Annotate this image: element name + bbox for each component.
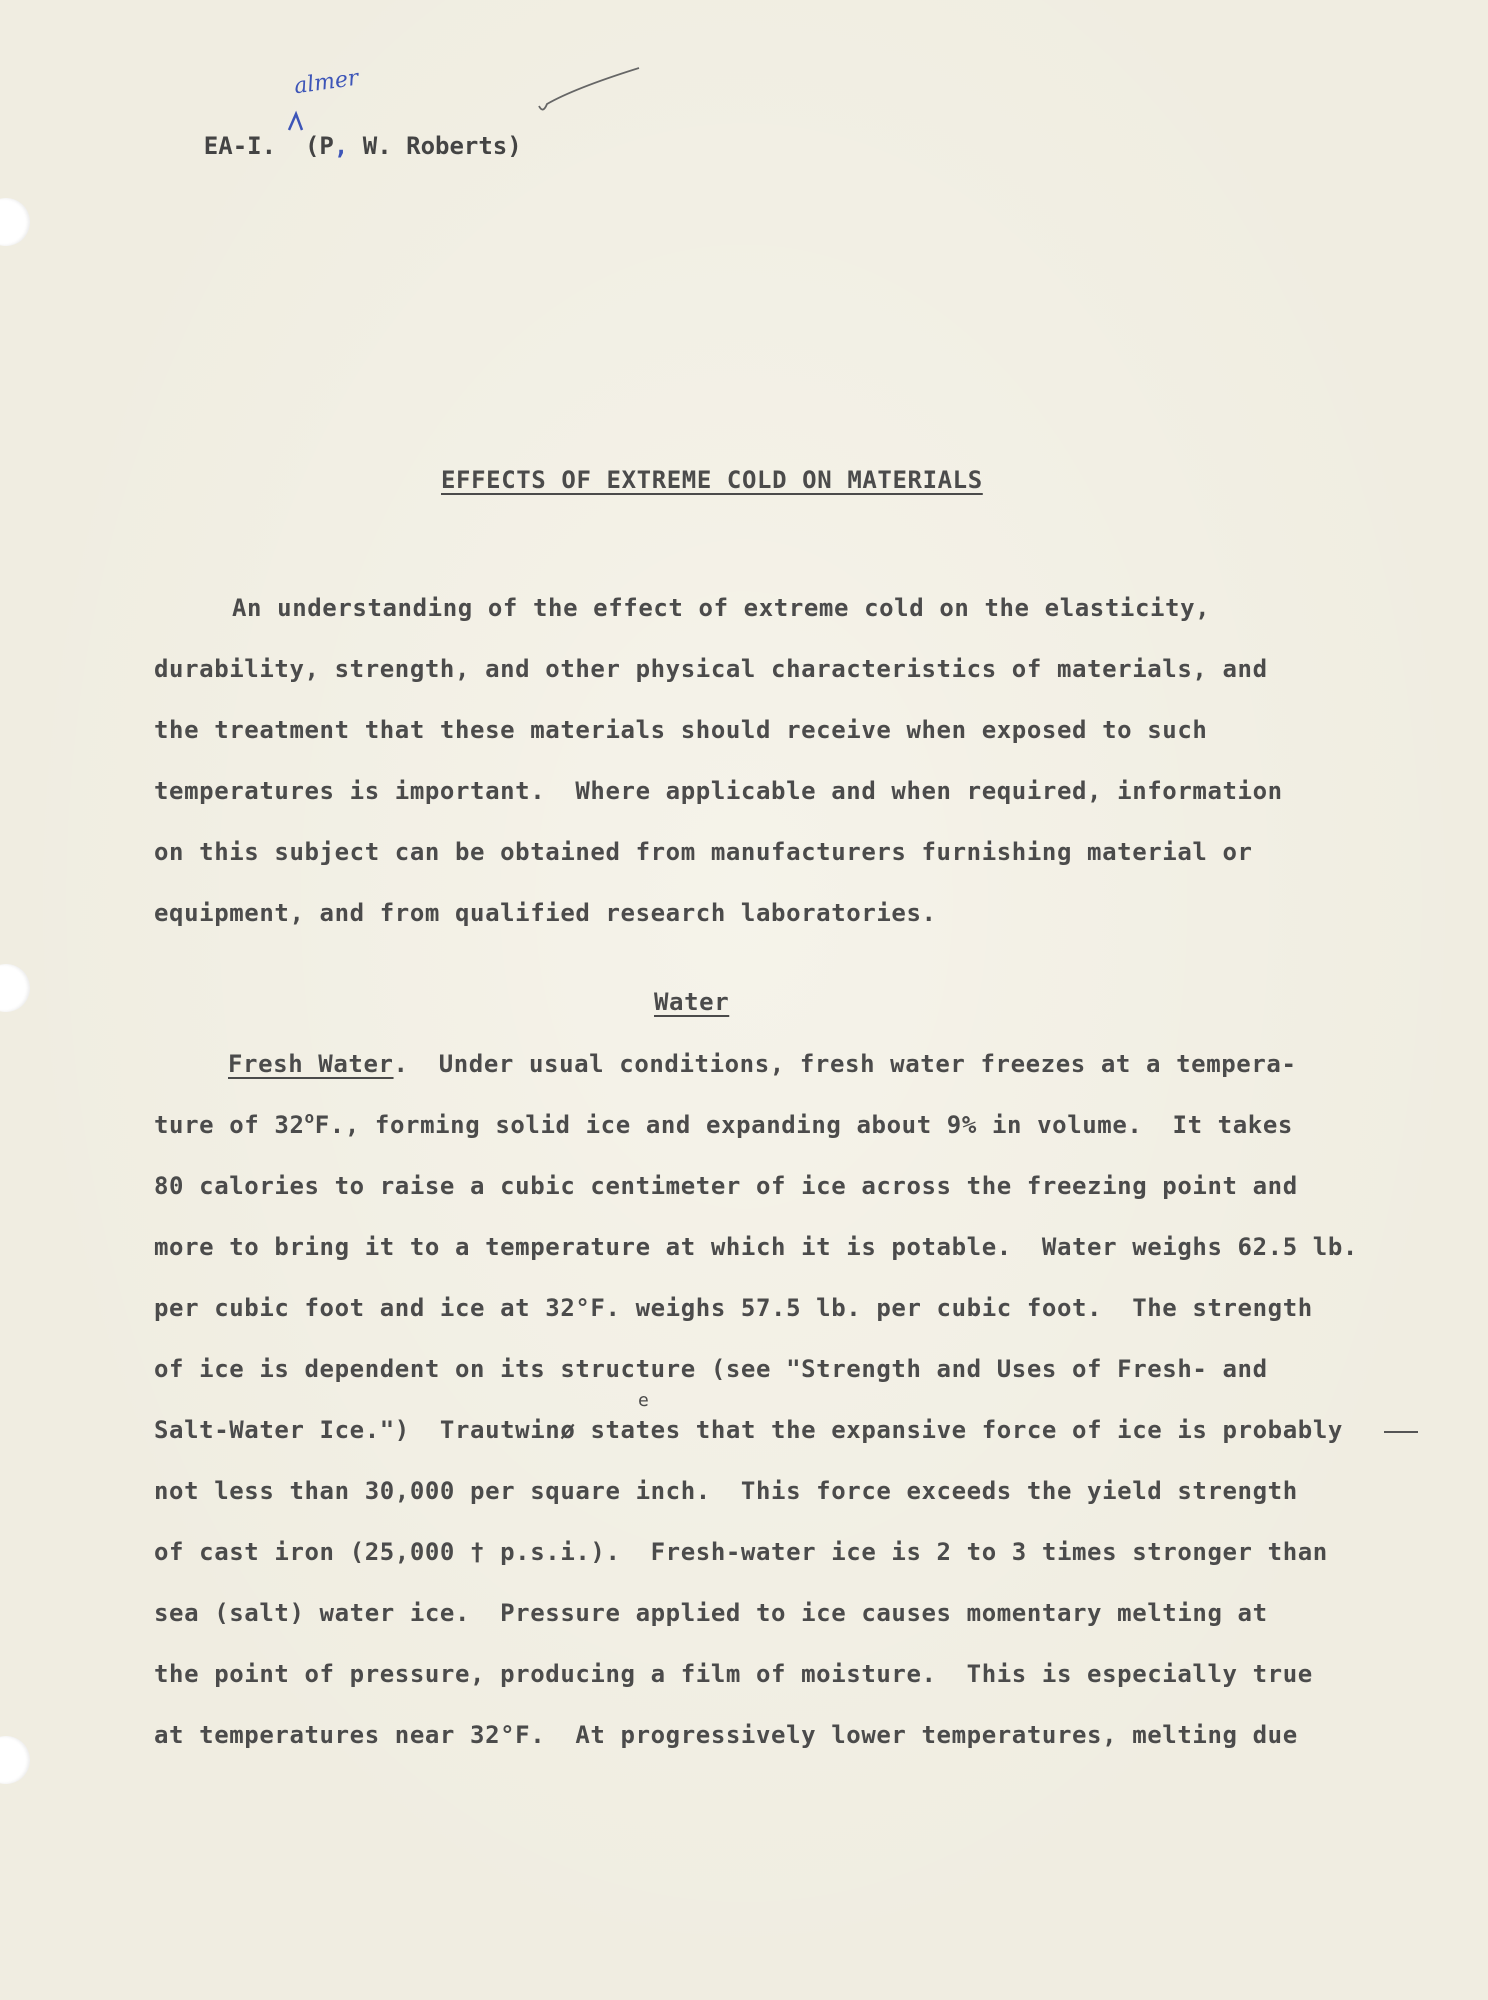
margin-mark xyxy=(1384,1431,1418,1433)
handwritten-name-insert: almer xyxy=(292,65,360,100)
document-header: EA-I. (P, W. Roberts) xyxy=(203,132,522,160)
body-line-5: per cubic foot and ice at 32°F. weighs 57.5 lb. per cubic foot. The strength xyxy=(154,1294,1313,1322)
body-line-6: of ice is dependent on its structure (see "Strength and Uses of Fresh- and xyxy=(154,1355,1268,1383)
section-heading: Water xyxy=(654,988,730,1016)
body-line-10: sea (salt) water ice. Pressure applied to ice causes momentary melting at xyxy=(154,1599,1268,1627)
body-line-8: not less than 30,000 per square inch. This force exceeds the yield strength xyxy=(154,1477,1298,1505)
punch-hole-top xyxy=(0,198,30,246)
body-line-2: ture of 32$^o$F., forming solid ice and expanding about 9% in volume. It takes xyxy=(154,1108,1293,1139)
intro-line-5: on this subject can be obtained from manufacturers furnishing material or xyxy=(154,838,1253,866)
body-line-11: the point of pressure, producing a film of moisture. This is especially true xyxy=(154,1660,1313,1688)
subsection-heading: Fresh Water xyxy=(228,1050,394,1078)
caret-mark-icon xyxy=(286,108,306,134)
intro-line-6: equipment, and from qualified research laboratories. xyxy=(154,899,937,927)
document-code: EA-I. xyxy=(203,132,277,160)
punch-hole-bottom xyxy=(0,1736,30,1784)
document-title: EFFECTS OF EXTREME COLD ON MATERIALS xyxy=(441,466,983,494)
intro-line-4: temperatures is important. Where applicable and when required, information xyxy=(154,777,1283,805)
author-prefix: (P xyxy=(304,132,334,160)
body-line-3: 80 calories to raise a cubic centimeter of ice across the freezing point and xyxy=(154,1172,1298,1200)
intro-line-1: An understanding of the effect of extreme cold on the elasticity, xyxy=(232,594,1211,622)
intro-line-2: durability, strength, and other physical characteristics of materials, and xyxy=(154,655,1268,683)
body-line-7: Salt-Water Ice.") Trautwinø states that the expansive force of ice is probably xyxy=(154,1416,1343,1444)
body-line-4: more to bring it to a temperature at which it is potable. Water weighs 62.5 lb. xyxy=(154,1233,1358,1261)
body-line-9: of cast iron (25,000 † p.s.i.). Fresh-water ice is 2 to 3 times stronger than xyxy=(154,1538,1328,1566)
body-line-12: at temperatures near 32°F. At progressively lower temperatures, melting due xyxy=(154,1721,1298,1749)
struck-character: ø xyxy=(560,1416,576,1444)
body-line-1: Fresh Water. Under usual conditions, fresh water freezes at a tempera- xyxy=(228,1050,1297,1078)
typed-correction-insert: e xyxy=(638,1390,650,1411)
intro-line-3: the treatment that these materials should receive when exposed to such xyxy=(154,716,1208,744)
checkmark-icon xyxy=(535,60,645,120)
punch-hole-middle xyxy=(0,964,30,1012)
author-name: W. Roberts) xyxy=(362,132,522,160)
